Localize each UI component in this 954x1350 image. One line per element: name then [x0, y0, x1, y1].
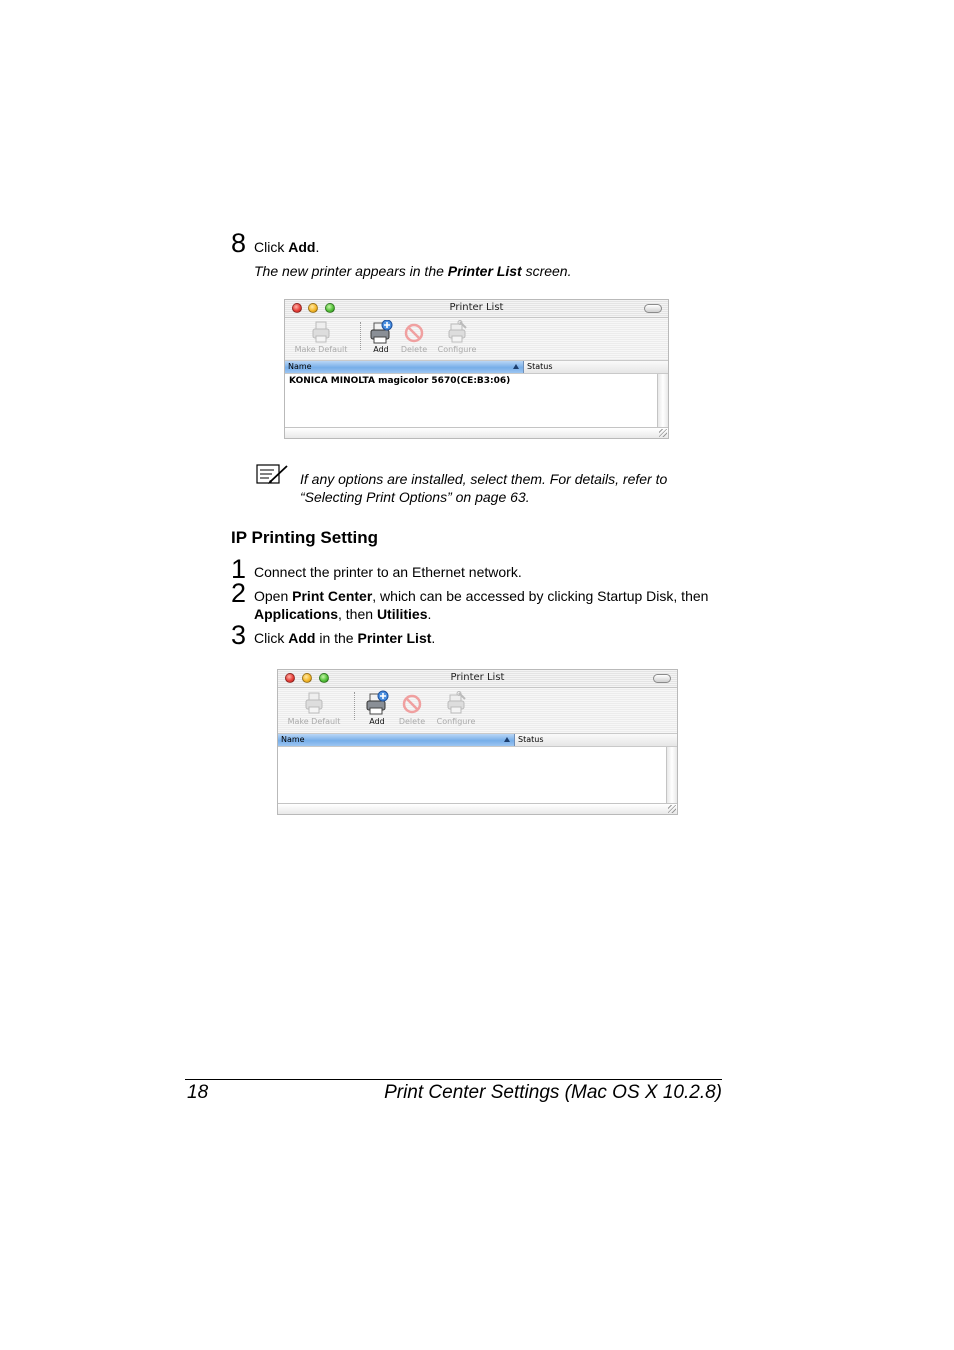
step-8-note-prefix: The new printer appears in the	[254, 263, 448, 279]
step-2-p2: , which can be accessed by clicking Startup Disk, then	[372, 588, 709, 604]
status-column-label: Status	[518, 735, 544, 744]
step-8-number: 8	[231, 228, 247, 258]
delete-label: Delete	[398, 717, 426, 726]
sort-ascending-icon	[504, 737, 510, 742]
status-column-header[interactable]	[515, 734, 677, 746]
list-item[interactable]: KONICA MINOLTA magicolor 5670(CE:B3:06)	[289, 376, 511, 386]
configure-icon	[445, 690, 467, 716]
column-header	[285, 361, 668, 374]
column-header	[278, 734, 677, 747]
vertical-scrollbar[interactable]	[666, 747, 677, 803]
delete-label: Delete	[400, 345, 428, 354]
step-2-p1: Open	[254, 588, 293, 604]
title-bar	[285, 300, 668, 318]
printer-star-icon	[303, 690, 325, 716]
add-label: Add	[369, 717, 385, 726]
note-pencil-icon	[256, 464, 290, 486]
step-2-b1: Print Center	[292, 588, 373, 604]
step-3-p1: Click	[254, 630, 289, 646]
configure-button[interactable]	[432, 690, 480, 726]
configure-icon	[446, 320, 468, 344]
printer-list-window-1	[284, 299, 669, 439]
configure-button[interactable]	[433, 320, 481, 354]
add-label: Add	[373, 345, 389, 354]
note-line-1: If any options are installed, select them. For details, refer to	[300, 471, 668, 487]
make-default-label: Make Default	[294, 345, 348, 354]
printer-star-icon	[310, 320, 332, 344]
delete-icon	[403, 320, 425, 344]
note-text	[300, 470, 667, 506]
step-2-b3: Utilities	[376, 606, 428, 622]
delete-icon	[401, 690, 423, 716]
step-3-p2: in the	[315, 630, 358, 646]
window-title: Printer List	[450, 672, 505, 683]
step-8-note	[254, 262, 572, 280]
note-line-2: “Selecting Print Options” on page 63.	[300, 489, 530, 505]
status-column-header[interactable]	[524, 361, 668, 373]
step-2-p4: .	[427, 606, 432, 622]
step-8-note-suffix: screen.	[521, 263, 572, 279]
configure-label: Configure	[436, 717, 476, 726]
add-printer-icon	[369, 320, 393, 344]
step-2-line-1	[254, 587, 734, 605]
section-heading: IP Printing Setting	[231, 528, 379, 547]
step-3-number: 3	[231, 620, 247, 650]
step-8-prefix: Click	[254, 239, 289, 255]
delete-button[interactable]	[397, 320, 431, 354]
printer-list-window-2	[277, 669, 678, 815]
window-title: Printer List	[449, 302, 504, 313]
page-number: 18	[187, 1082, 209, 1103]
window-bottom-bar	[278, 803, 677, 814]
toolbar-separator	[360, 322, 361, 350]
step-3-text	[254, 629, 435, 647]
step-2-number: 2	[231, 578, 247, 608]
footer-section-title: Print Center Settings (Mac OS X 10.2.8)	[384, 1082, 722, 1103]
step-1-number: 1	[231, 554, 247, 584]
title-bar	[278, 670, 677, 688]
add-button[interactable]	[363, 690, 391, 726]
toolbar-separator	[354, 692, 355, 720]
name-column-header[interactable]	[278, 734, 515, 746]
configure-label: Configure	[437, 345, 477, 354]
name-column-label: Name	[288, 362, 312, 371]
step-3-b2: Printer List	[357, 630, 432, 646]
step-8-note-bold: Printer List	[447, 263, 522, 279]
name-column-header[interactable]	[285, 361, 524, 373]
make-default-label: Make Default	[287, 717, 341, 726]
step-3-p3: .	[431, 630, 436, 646]
toolbar	[278, 688, 677, 734]
status-column-label: Status	[527, 362, 553, 371]
make-default-button[interactable]	[284, 690, 344, 726]
vertical-scrollbar[interactable]	[657, 374, 668, 427]
sort-ascending-icon	[513, 364, 519, 369]
step-8-suffix: .	[315, 239, 320, 255]
resize-grip-icon[interactable]	[659, 429, 667, 437]
step-2-b2: Applications	[254, 606, 339, 622]
printer-list	[278, 747, 666, 803]
resize-grip-icon[interactable]	[668, 805, 676, 813]
toolbar	[285, 318, 668, 361]
add-button[interactable]	[367, 320, 395, 354]
step-2-line-2	[254, 605, 734, 623]
toolbar-toggle-button[interactable]	[653, 674, 671, 683]
printer-list	[285, 374, 657, 427]
step-2-text	[254, 587, 734, 623]
step-2-p3: , then	[338, 606, 377, 622]
window-bottom-bar	[285, 427, 668, 438]
step-8-text	[254, 238, 319, 256]
step-1-text: Connect the printer to an Ethernet network.	[254, 564, 522, 580]
delete-button[interactable]	[395, 690, 429, 726]
add-printer-icon	[365, 690, 389, 716]
toolbar-toggle-button[interactable]	[644, 304, 662, 313]
footer-rule	[185, 1079, 722, 1080]
name-column-label: Name	[281, 735, 305, 744]
make-default-button[interactable]	[291, 320, 351, 354]
step-3-b1: Add	[288, 630, 316, 646]
step-8-bold: Add	[288, 239, 316, 255]
